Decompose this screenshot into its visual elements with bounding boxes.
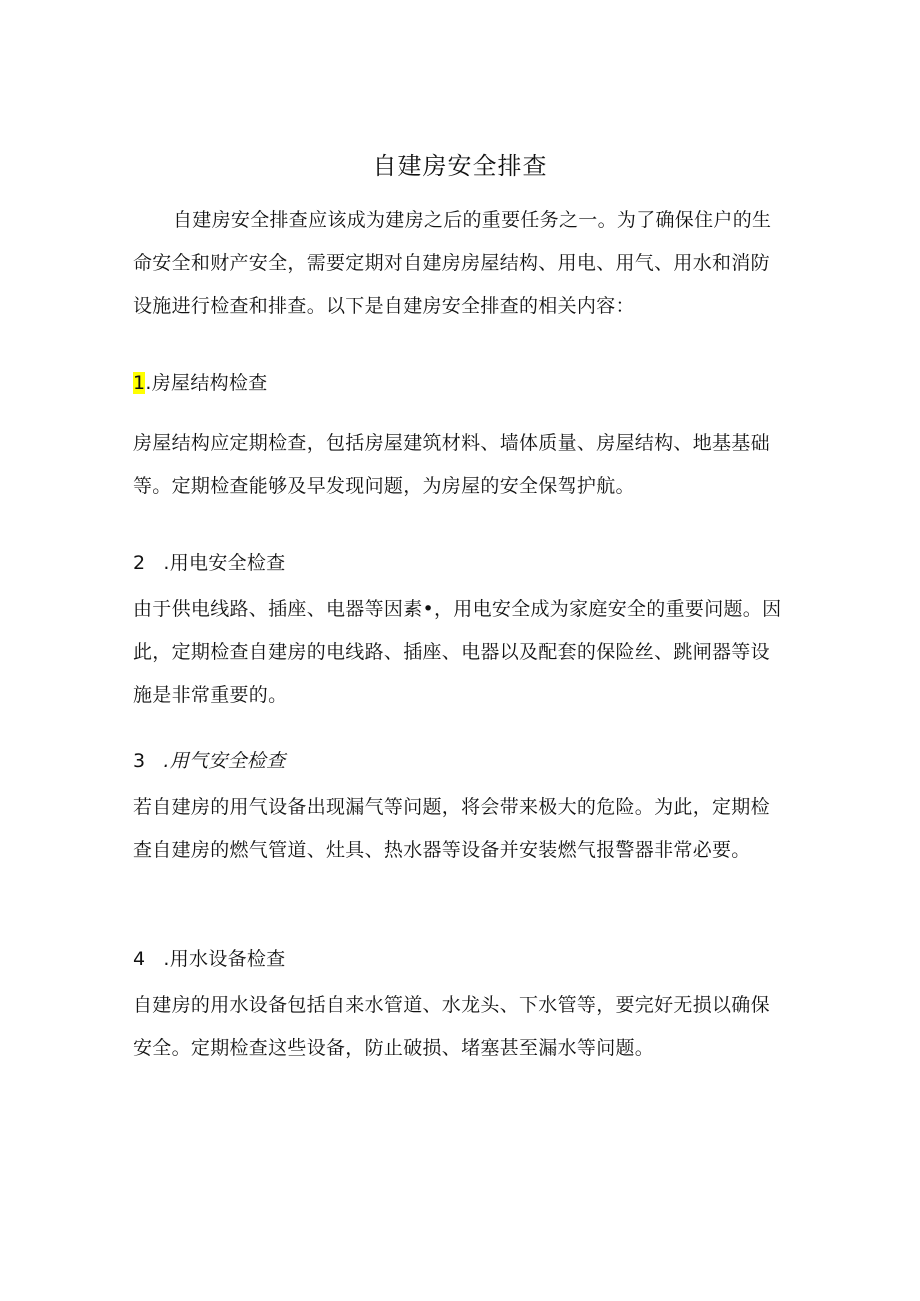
- section-3-title: .用气安全检查: [163, 750, 286, 772]
- section-2-body: [133, 588, 783, 717]
- section-4-title: .用水设备检查: [163, 948, 286, 970]
- intro-text: 自建房安全排查应该成为建房之后的重要任务之一。为了确保住户的生命安全和财产安全，需要定期对自建房房屋结构、用电、用气、用水和消防设施进行检查和排查。以下是自建房安全排查的相关内容：: [133, 209, 772, 317]
- section-1-body: [133, 422, 783, 508]
- document-title: 自建房安全排查: [372, 152, 548, 180]
- section-3-text: 若自建房的用气设备出现漏气等问题，将会带来极大的危险。为此，定期检查自建房的燃气管道、灶具、热水器等设备并安装燃气报警器非常必要。: [133, 796, 770, 861]
- section-4-text: 自建房的用水设备包括自来水管道、水龙头、下水管等，要完好无损以确保安全。定期检查这些设备，防止破损、堵塞甚至漏水等问题。: [133, 994, 770, 1059]
- section-3-number: 3: [133, 750, 146, 772]
- section-1-heading: [133, 368, 783, 398]
- section-4-number: 4: [133, 948, 146, 970]
- section-4-body: [133, 984, 783, 1070]
- section-2-title: .用电安全检查: [163, 552, 286, 574]
- section-1-number: 1: [133, 372, 146, 394]
- section-2-heading: [133, 548, 783, 578]
- section-4-heading: [133, 944, 783, 974]
- section-2-text: 由于供电线路、插座、电器等因素•，用电安全成为家庭安全的重要问题。因此，定期检查自建房的电线路、插座、电器以及配套的保险丝、跳闸器等设施是非常重要的。: [133, 598, 782, 706]
- section-1-text: 房屋结构应定期检查，包括房屋建筑材料、墙体质量、房屋结构、地基基础等。定期检查能够及早发现问题，为房屋的安全保驾护航。: [133, 432, 770, 497]
- section-3-body: [133, 786, 783, 872]
- section-1-title: .房屋结构检查: [145, 372, 268, 394]
- section-2-number: 2: [133, 552, 146, 574]
- intro-paragraph: [133, 199, 783, 328]
- section-3-heading: [133, 746, 783, 776]
